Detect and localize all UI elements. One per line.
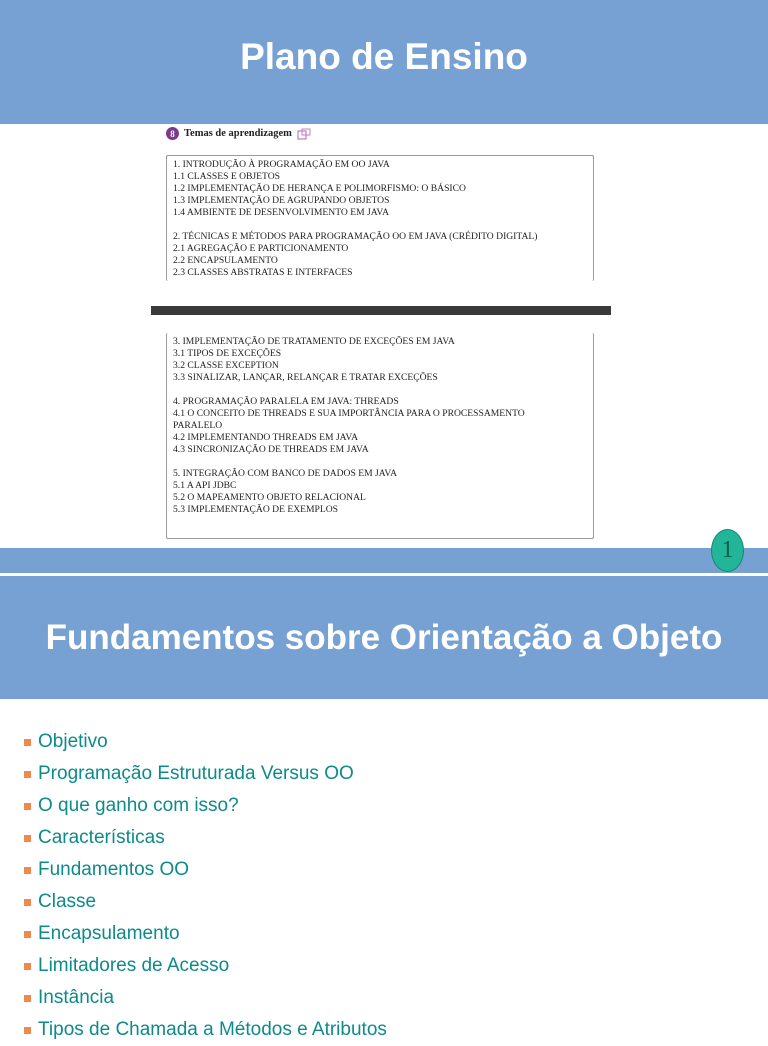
topic-line: 4. PROGRAMAÇÃO PARALELA EM JAVA: THREADS [173, 396, 399, 407]
topic-line: 5.1 A API JDBC [173, 480, 237, 491]
bullet-square-icon [24, 739, 31, 746]
bullet-label: Instância [38, 987, 115, 1008]
bullet-label: Limitadores de Acesso [38, 955, 230, 976]
bullet-square-icon [24, 995, 31, 1002]
bullet-label: Programação Estruturada Versus OO [38, 763, 354, 784]
topics-box-top [166, 155, 594, 281]
topic-line: 5.2 O MAPEAMENTO OBJETO RELACIONAL [173, 492, 366, 503]
line-gap [173, 384, 587, 396]
bullet-item [24, 950, 387, 982]
bullet-item [24, 758, 387, 790]
slide2-header [0, 576, 768, 699]
puzzle-icon [297, 128, 311, 140]
slide1-header [0, 0, 768, 124]
topics-bullet-list [24, 726, 387, 1046]
topic-line: PARALELO [173, 420, 223, 431]
topic-line: 1.3 IMPLEMENTAÇÃO DE AGRUPANDO OBJETOS [173, 195, 390, 206]
page-number-badge: 1 [711, 529, 744, 572]
bullet-item [24, 726, 387, 758]
bullet-item [24, 982, 387, 1014]
bullet-square-icon [24, 771, 31, 778]
topic-line: 4.3 SINCRONIZAÇÃO DE THREADS EM JAVA [173, 444, 369, 455]
topic-line: 2.1 AGREGAÇÃO E PARTICIONAMENTO [173, 243, 349, 254]
topic-line: 2.3 CLASSES ABSTRATAS E INTERFACES [173, 267, 353, 278]
bullet-square-icon [24, 803, 31, 810]
bullet-item [24, 1014, 387, 1046]
bullet-square-icon [24, 931, 31, 938]
bullet-square-icon [24, 963, 31, 970]
slide2-title: Fundamentos sobre Orientação a Objeto [45, 617, 723, 657]
bullet-square-icon [24, 835, 31, 842]
bullet-square-icon [24, 899, 31, 906]
topic-line: 3. IMPLEMENTAÇÃO DE TRATAMENTO DE EXCEÇÕES EM JAVA [173, 336, 455, 347]
topics-box-bottom [166, 333, 594, 539]
bullet-label: O que ganho com isso? [38, 795, 239, 816]
topic-line: 1.4 AMBIENTE DE DESENVOLVIMENTO EM JAVA [173, 207, 390, 218]
bullet-item [24, 918, 387, 950]
bullet-item [24, 854, 387, 886]
topic-line: 2.2 ENCAPSULAMENTO [173, 255, 278, 266]
bullet-square-icon [24, 867, 31, 874]
bullet-label: Tipos de Chamada a Métodos e Atributos [38, 1019, 387, 1040]
bullet-item [24, 822, 387, 854]
page-divider-bar [151, 306, 611, 315]
line-gap [173, 219, 587, 231]
line-gap [173, 456, 587, 468]
topic-line: 1. INTRODUÇÃO À PROGRAMAÇÃO EM OO JAVA [173, 159, 390, 170]
bullet-square-icon [24, 1027, 31, 1034]
topic-line: 4.2 IMPLEMENTANDO THREADS EM JAVA [173, 432, 358, 443]
section-number-badge: 8 [166, 127, 179, 140]
topic-line: 3.3 SINALIZAR, LANÇAR, RELANÇAR E TRATAR EXCEÇÕES [173, 372, 438, 383]
bullet-item [24, 886, 387, 918]
topic-line: 1.1 CLASSES E OBJETOS [173, 171, 280, 182]
topic-line: 3.2 CLASSE EXCEPTION [173, 360, 279, 371]
topic-line: 4.1 O CONCEITO DE THREADS E SUA IMPORTÂNCIA PARA O PROCESSAMENTO [173, 408, 525, 419]
section-heading [166, 127, 311, 140]
topic-line: 2. TÉCNICAS E MÉTODOS PARA PROGRAMAÇÃO OO EM JAVA (CRÉDITO DIGITAL) [173, 231, 538, 242]
bullet-label: Características [38, 827, 165, 848]
slide-footer-band [0, 548, 768, 573]
topic-line: 3.1 TIPOS DE EXCEÇÕES [173, 348, 282, 359]
topic-line: 1.2 IMPLEMENTAÇÃO DE HERANÇA E POLIMORFISMO: O BÁSICO [173, 183, 466, 194]
bullet-label: Fundamentos OO [38, 859, 190, 880]
topic-line: 5.3 IMPLEMENTAÇÃO DE EXEMPLOS [173, 504, 338, 515]
bullet-label: Objetivo [38, 731, 108, 752]
bullet-label: Classe [38, 891, 97, 912]
bullet-label: Encapsulamento [38, 923, 180, 944]
slide1-title: Plano de Ensino [240, 36, 528, 77]
bullet-item [24, 790, 387, 822]
section-heading-text: Temas de aprendizagem [184, 128, 292, 139]
topic-line: 5. INTEGRAÇÃO COM BANCO DE DADOS EM JAVA [173, 468, 398, 479]
